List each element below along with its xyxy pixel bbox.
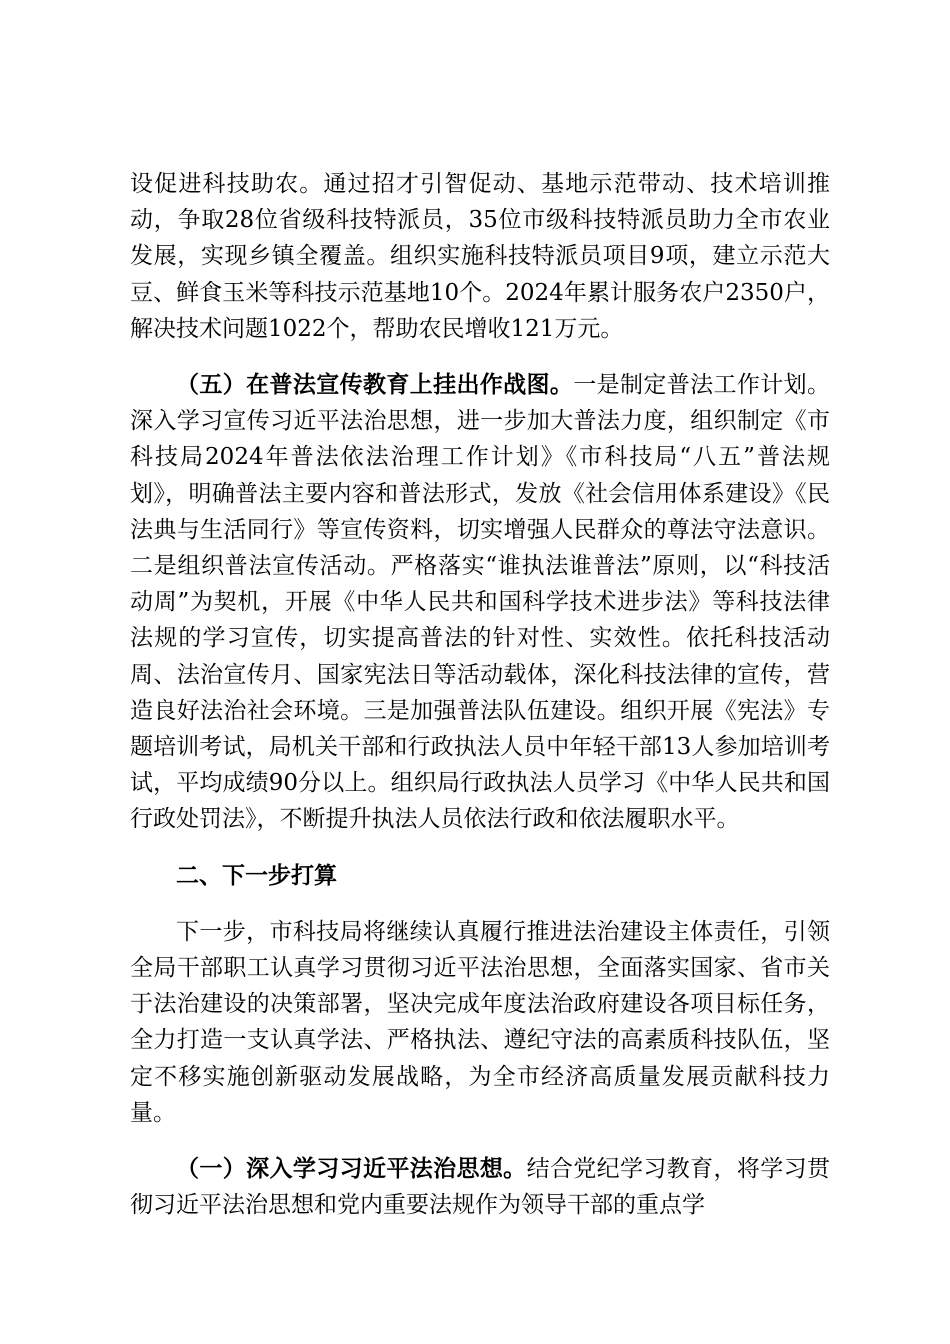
section-lead-study-thought: （一）深入学习习近平法治思想。 (176, 1156, 527, 1183)
paragraph-tech-agriculture: 设促进科技助农。通过招才引智促动、基地示范带动、技术培训推动，争取28位省级科技特派员，35位市级科技特派员助力全市农业发展，实现乡镇全覆盖。组织实施科技特派员项目9项，建立示范大豆、鲜食玉米等科技示范基地10个。2024年累计服务农户2350户，解决技术问题1022个，帮助农民增收121万元。 (130, 171, 830, 342)
document-page (130, 166, 830, 1243)
section-lead-legal-publicity: （五）在普法宣传教育上挂出作战图。 (176, 372, 574, 399)
paragraph-legal-publicity-body: 一是制定普法工作计划。深入学习宣传习近平法治思想，进一步加大普法力度，组织制定《市科技局2024年普法依法治理工作计划》《市科技局“八五”普法规划》，明确普法主要内容和普法形式，发放《社会信用体系建设》《民法典与生活同行》等宣传资料，切实增强人民群众的尊法守法意识。二是组织普法宣传活动。严格落实“谁执法谁普法”原则，以“科技活动周”为契机，开展《中华人民共和国科学技术进步法》等科技法律法规的学习宣传，切实提高普法的针对性、实效性。依托科技活动周、法治宣传月、国家宪法日等活动载体，深化科技法律的宣传，营造良好法治社会环境。三是加强普法队伍建设。组织开展《宪法》专题培训考试，局机关干部和行政执法人员中年轻干部13人参加培训考试，平均成绩90分以上。组织局行政执法人员学习《中华人民共和国行政处罚法》，不断提升执法人员依法行政和依法履职水平。 (130, 372, 831, 833)
paragraph-legal-publicity (130, 367, 830, 838)
paragraph-study-thought (130, 1151, 830, 1223)
section-heading-next-steps: 二、下一步打算 (176, 862, 337, 889)
paragraph-study-thought-body: 结合党纪学习教育，将学习贯彻习近平法治思想和党内重要法规作为领导干部的重点学 (130, 1156, 831, 1219)
paragraph-next-steps: 下一步，市科技局将继续认真履行推进法治建设主体责任，引领全局干部职工认真学习贯彻习近平法治思想，全面落实国家、省市关于法治建设的决策部署，坚决完成年度法治政府建设各项目标任务，全力打造一支认真学法、严格执法、遵纪守法的高素质科技队伍，坚定不移实施创新驱动发展战略，为全市经济高质量发展贡献科技力量。 (130, 918, 830, 1126)
